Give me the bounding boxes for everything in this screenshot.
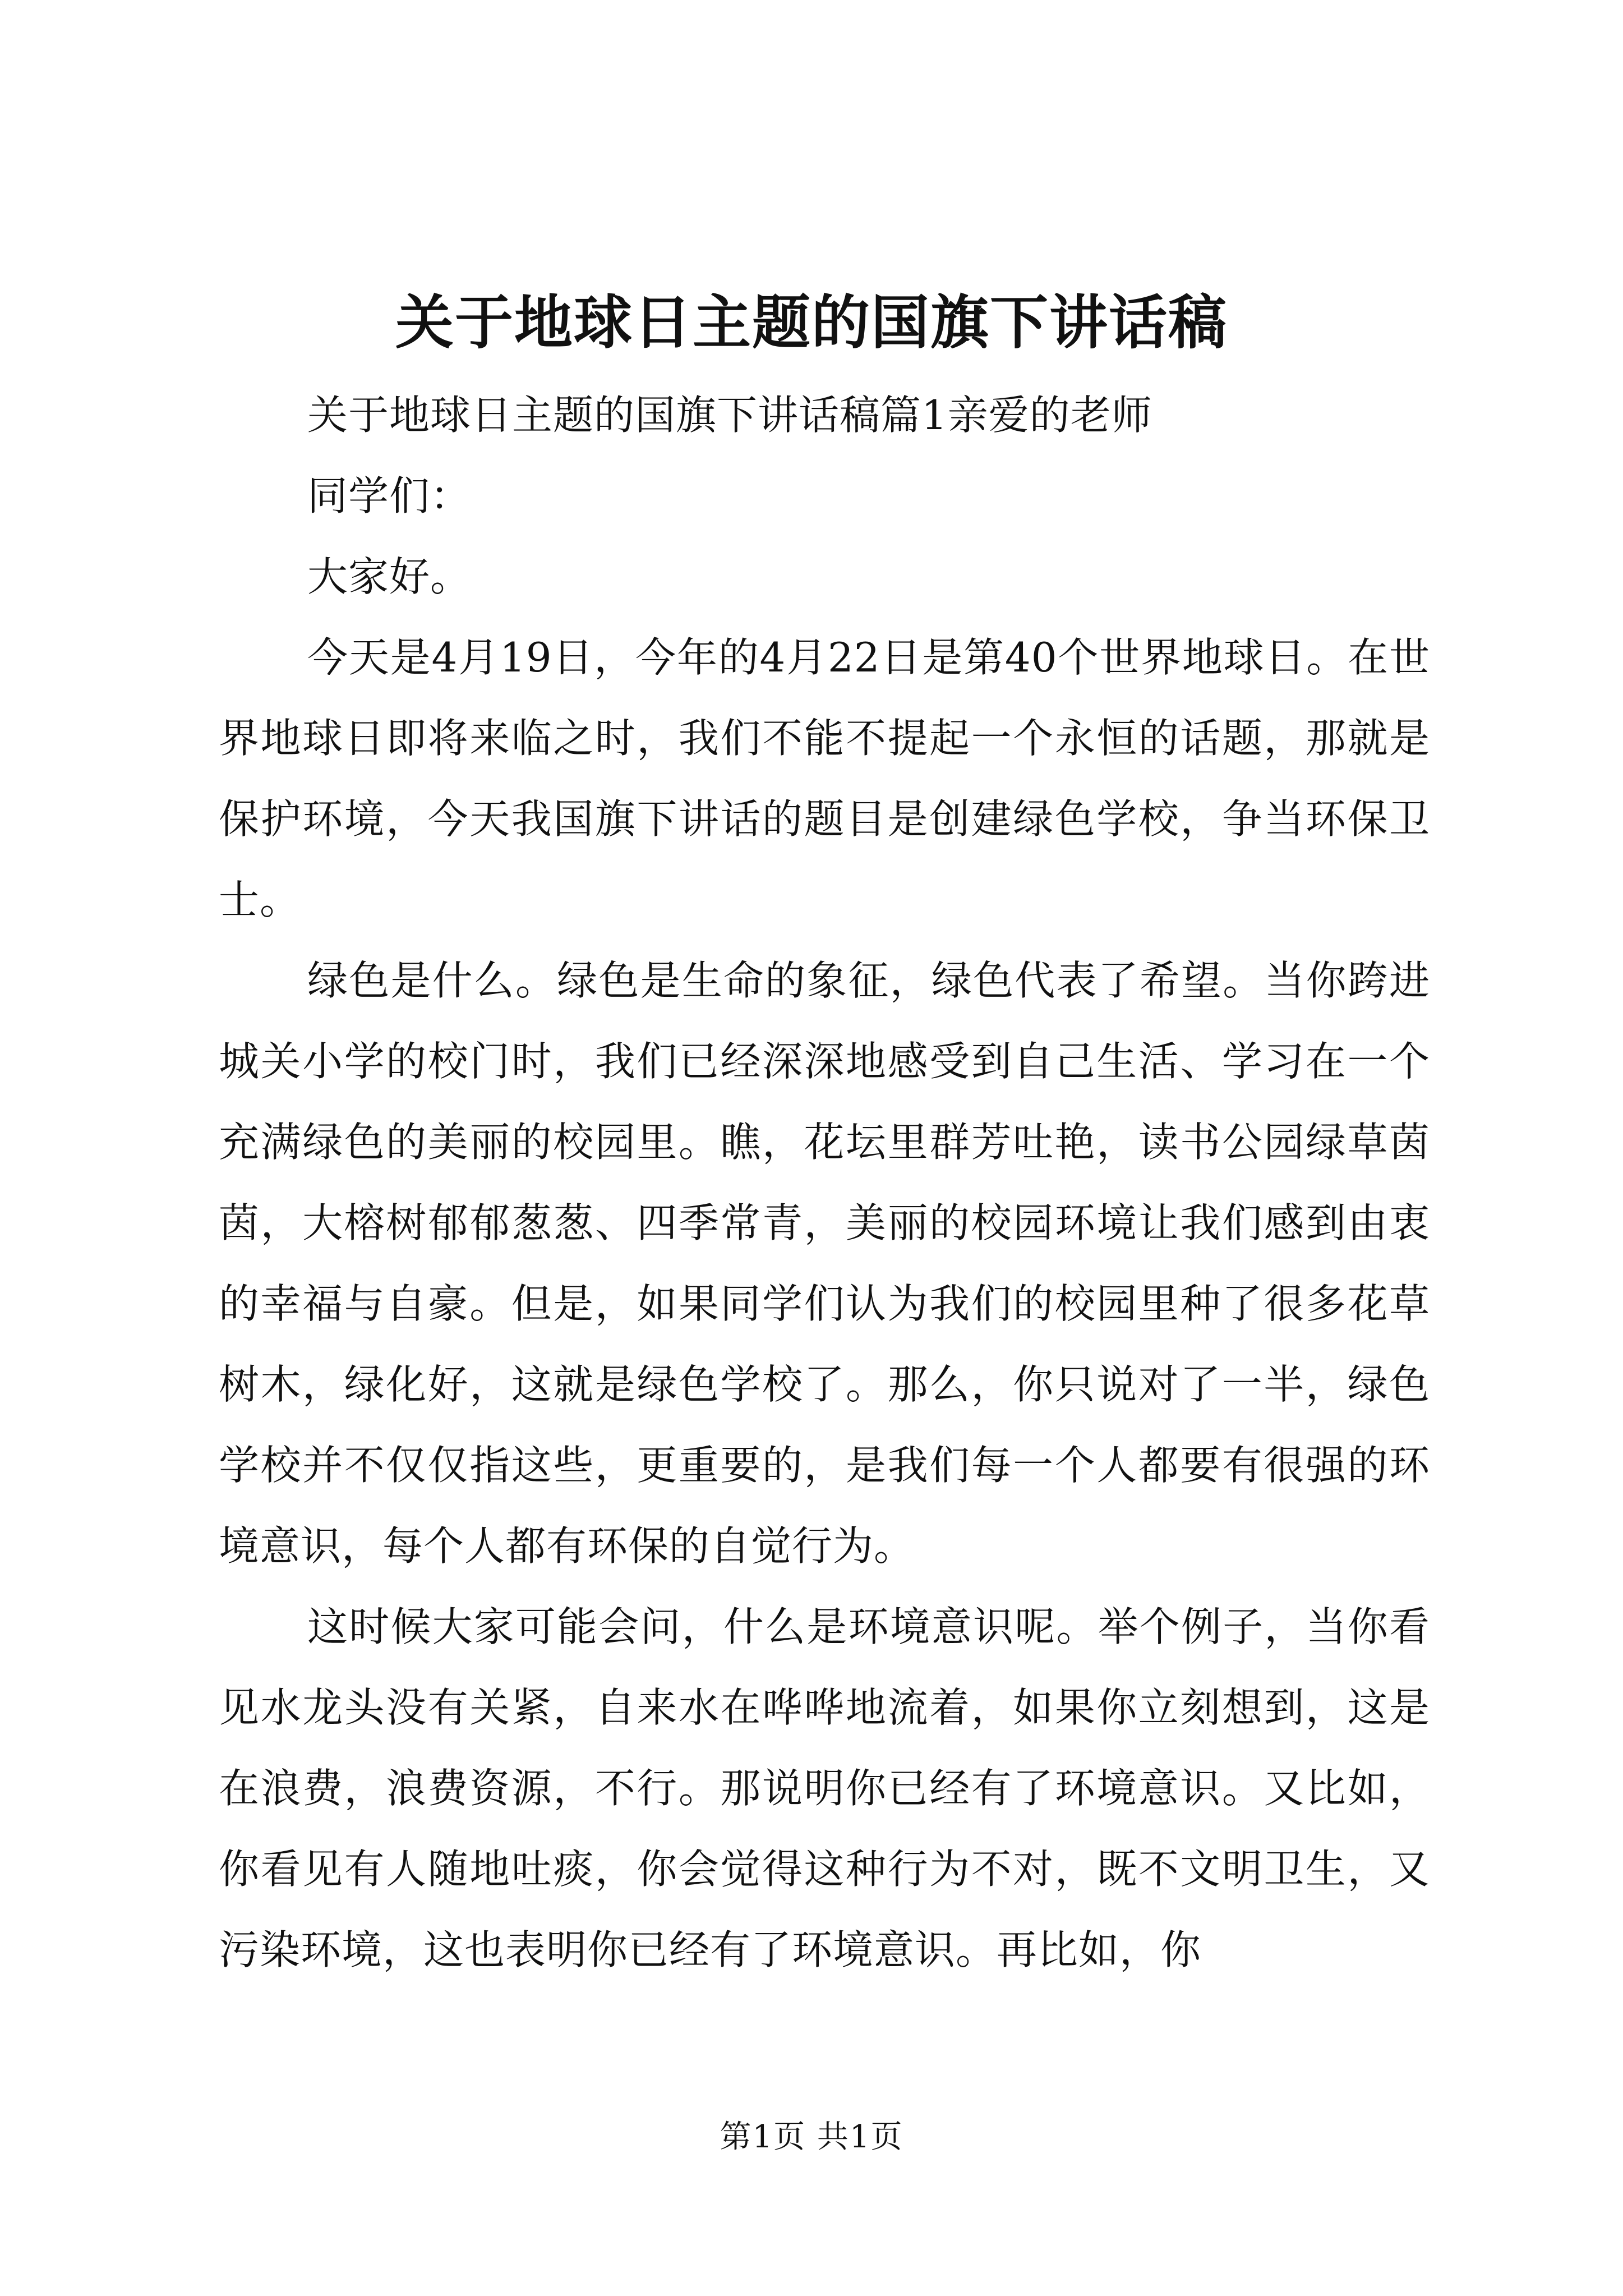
paragraph-4: 今天是4月19日，今年的4月22日是第40个世界地球日。在世界地球日即将来临之时，我们不能不提起一个永恒的话题，那就是保护环境，今天我国旗下讲话的题目是创建绿色学校，争当环保卫士。: [219, 634, 1430, 923]
paragraph-1: 关于地球日主题的国旗下讲话稿篇1亲爱的老师: [307, 392, 1152, 439]
document-title: 关于地球日主题的国旗下讲话稿: [395, 288, 1228, 357]
paragraph-6: 这时候大家可能会问，什么是环境意识呢。举个例子，当你看见水龙头没有关紧，自来水在哗哗地流着，如果你立刻想到，这是在浪费，浪费资源，不行。那说明你已经有了环境意识。又比如，你看见有人随地吐痰，你会觉得这种行为不对，既不文明卫生，又污染环境，这也表明你已经有了环境意识。再比如，你: [219, 1603, 1430, 1973]
paragraph-2: 同学们：: [307, 472, 472, 519]
paragraph-3: 大家好。: [307, 553, 472, 600]
page-footer: 第1页 共1页: [720, 2119, 903, 2155]
document-body: [219, 375, 1430, 1990]
paragraph-5: 绿色是什么。绿色是生命的象征，绿色代表了希望。当你跨进城关小学的校门时，我们已经深深地感受到自己生活、学习在一个充满绿色的美丽的校园里。瞧，花坛里群芳吐艳，读书公园绿草茵茵，大榕树郁郁葱葱、四季常青，美丽的校园环境让我们感到由衷的幸福与自豪。但是，如果同学们认为我们的校园里种了很多花草树木，绿化好，这就是绿色学校了。那么，你只说对了一半，绿色学校并不仅仅指这些，更重要的，是我们每一个人都要有很强的环境意识，每个人都有环保的自觉行为。: [219, 957, 1430, 1570]
